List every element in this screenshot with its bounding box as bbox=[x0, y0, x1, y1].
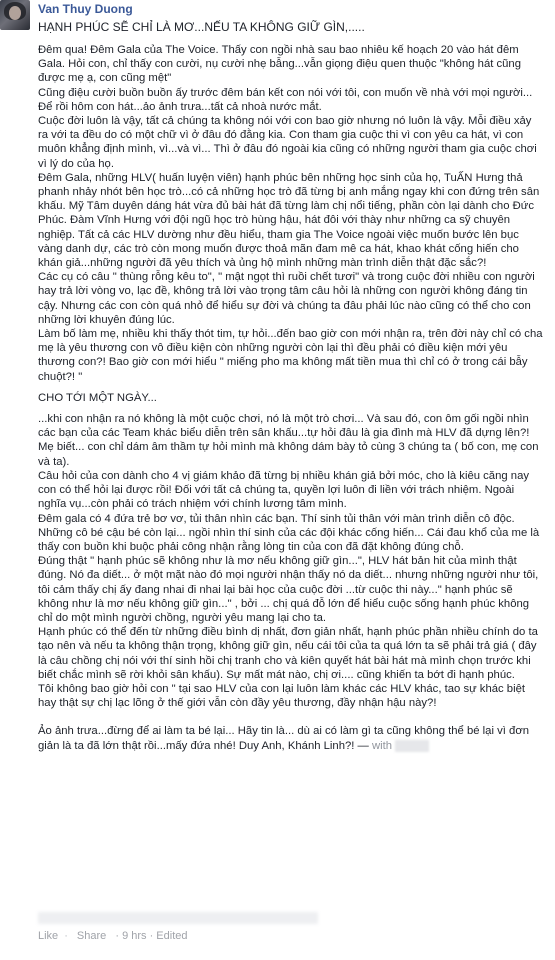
closing-paragraph bbox=[38, 724, 544, 752]
blurred-tag-line bbox=[38, 912, 318, 924]
post-paragraph: Đêm qua! Đêm Gala của The Voice. Thấy con ngồi nhà sau bao nhiêu kế hoạch 20 vào hát đêm Gala. Hỏi con, chỉ thấy con cười, nụ cười nhẹ bẫng...vẫn giọng điệu quen thuộc "không hát cũng được mẹ ạ, con cũng mệt" bbox=[38, 44, 521, 85]
post-paragraph: Đêm gala có 4 đứa trẻ bơ vơ, tủi thân nhìn các bạn. Thí sinh tủi thân với màn trình diễn cô độc. Những cô bé cậu bé còn lại... ngồi nhìn thí sinh của các đội khác cống hiến... Cái đau khổ của me là thấy con buồn khi buộc phải công nhận rằng lòng tin của con đã đặt không đúng chỗ. bbox=[38, 512, 540, 553]
post-paragraph: ...khi con nhận ra nó không là một cuộc chơi, nó là một trò chơi... Và sau đó, con ôm gối ngồi nhìn các bạn của các Team khác biểu diễn trên sân khấu...tự hỏi đâu là gia đình mà HLV đã dựng lên?! Mẹ biết... con chỉ dám âm thầm tự hỏi mình mà không dám bày tỏ cùng 3 chúng ta ( bố con, mẹ con và ta). bbox=[38, 413, 539, 468]
post-paragraph: Tôi không bao giờ hỏi con " tại sao HLV của con lại luôn làm khác các HLV khác, tao sự khác biệt hay thật sự chị lạc lõng ở thế giới vẫn còn đầy yêu thương, đầy nhận hậu này?! bbox=[38, 682, 526, 710]
status-title: HẠNH PHÚC SẼ CHỈ LÀ MƠ...NẾU TA KHÔNG GIỮ GÌN,..... bbox=[38, 20, 365, 34]
post-paragraph: Các cụ có câu " thùng rỗng kêu to", " mật ngọt thì ruồi chết tươi" và trong cuộc đời nhiều con người hay trả lời vòng vo, lạc đề, không trả lời vào trọng tâm câu hỏi là những con người không đáng tin cậy. Nhưng các con còn quá nhỏ để hiểu sự đời và chúng ta đâu phải lúc nào cũng có thể cho con những lời khuyên đúng lúc. bbox=[38, 271, 535, 326]
closing-text: Ảo ảnh trưa...đừng để ai làm ta bé lại... Hãy tin là... dù ai có làm gì ta cũng không thể bé lại vì đơn giản là ta đã lớn thật rồi...mấy đứa nhé! Duy Anh, Khánh Linh?! — bbox=[38, 725, 530, 752]
avatar-face bbox=[9, 6, 21, 20]
author-name[interactable]: Van Thuy Duong bbox=[38, 2, 133, 16]
post-footer bbox=[38, 930, 193, 942]
with-tag[interactable]: with bbox=[372, 739, 393, 752]
post-paragraph: Cuộc đời luôn là vậy, tất cả chúng ta không nói với con bao giờ nhưng nó luôn là vậy. Mỗi điều xảy ra với ta đều do có một chữ vì ở đâu đó đằng kia. Con tham gia cuộc thi vì con yêu ca hát, vì con muôn khẳng định mình, vì...và vì... Thì ở đâu đó ngoài kia cũng có những người tham gia cuộc chơi vì lý do của họ. bbox=[38, 115, 537, 170]
like-link[interactable]: Like bbox=[38, 930, 59, 942]
post-paragraph: Đêm Gala, những HLV( huấn luyện viên) hạnh phúc bên những học sinh của họ, TuẤN Hưng thả phanh nhảy nhót bên học trò...có cả những học trò đã từng bị anh mắng ngay khi con đứng trên sân khấu. Mỹ Tâm duyên dáng hát vừa đủ bài hát đã từng làm chị nổi tiếng, phần còn lại dành cho Đức Phúc. Đàm Vĩnh Hưng với đội ngũ học trò hùng hậu, hát đôi với thày như những ca sỹ chuyên nghiệp. Tất cả các HLV dường như đều hiểu, tham gia The Voice ngoài việc muốn bước lên bục vàng danh dự, các trò còn mong muốn được thoả mãn đam mê ca hát, khao khát cống hiến cho khán giả...những người đã yêu thích và ủng hộ mình những màn trình diễn thật đặc sắc?! bbox=[38, 171, 540, 270]
post-paragraph: Câu hỏi của con dành cho 4 vị giám khảo đã từng bị nhiều khán giả bởi móc, cho là kiêu căng nay con có thể hỏi lại được rồi! Đối với tất cả chúng ta, quyền lợi luôn đi liền với trách nhiệm. Ngoài nghĩa vụ...còn phải có trách nhiệm với chính lương tâm mình. bbox=[38, 469, 530, 511]
post-paragraph: Làm bố làm mẹ, nhiều khi thấy thót tim, tự hỏi...đến bao giờ con mới nhận ra, trên đời này chỉ có cha mẹ là yêu thương con vô điều kiện còn những người còn lại thì đều phải có điều kiện mới yêu thương con?! Bao giờ con mới hiểu " miếng pho ma không mất tiền mua thì chỉ có ở trong cái bẫy chuột?! " bbox=[38, 328, 543, 383]
post-paragraph: CHO TỚI MỘT NGÀY... bbox=[38, 391, 157, 404]
author-avatar[interactable] bbox=[0, 0, 30, 30]
post-header bbox=[0, 0, 555, 40]
post-body bbox=[38, 43, 544, 753]
footer-separator: · bbox=[64, 930, 68, 942]
post-paragraph: Cũng điệu cười buồn buồn ấy trước đêm bán kết con nói với tôi, con muốn về nhà với mọi người... Để rồi hôm con hát...ảo ảnh trưa...tất cả nhoà nước mắt. bbox=[38, 86, 533, 113]
share-link[interactable]: Share bbox=[76, 930, 107, 942]
post-paragraph: Hạnh phúc có thể đến từ những điều bình dị nhất, đơn giản nhất, hạnh phúc phần nhiều chính do ta tạo nên và nếu ta không thận trọng, không giữ gìn, nếu cái tôi của ta quá lớn ta sẽ phải trả giá ( đây là câu chồng chị nói với thí sinh hồi chị tranh cho và kiên quyết hát bài hát mà mình chọn trước khi biết chắc mình sẽ rời khỏi sân khấu). Sự mất mát nào, chị ơi.... cũng khiến ta bớt đi hạnh phúc. bbox=[38, 626, 538, 681]
post-paragraph: Đúng thật " hạnh phúc sẽ không như là mơ nếu không giữ gìn...", HLV hát bản hit của mình thật đúng. Nó đa diết... ở một mặt nào đó mọi người nhận thấy nó da diết... nhưng những người như tôi, tôi cảm thấy chị ấy đang nhai đi nhai lại bài học của cuộc đời ...từ cuộc thi này..." hạnh phúc sẽ không như là mơ nếu không giữ gìn..." , bởi ... chị quá đỗ lớn để hiểu cuộc sống hạnh phúc không chỉ do một mình người chồng, người yêu mang lại cho ta. bbox=[38, 555, 539, 624]
post-meta: · 9 hrs · Edited bbox=[115, 930, 188, 942]
tagged-name-blurred bbox=[395, 740, 429, 752]
